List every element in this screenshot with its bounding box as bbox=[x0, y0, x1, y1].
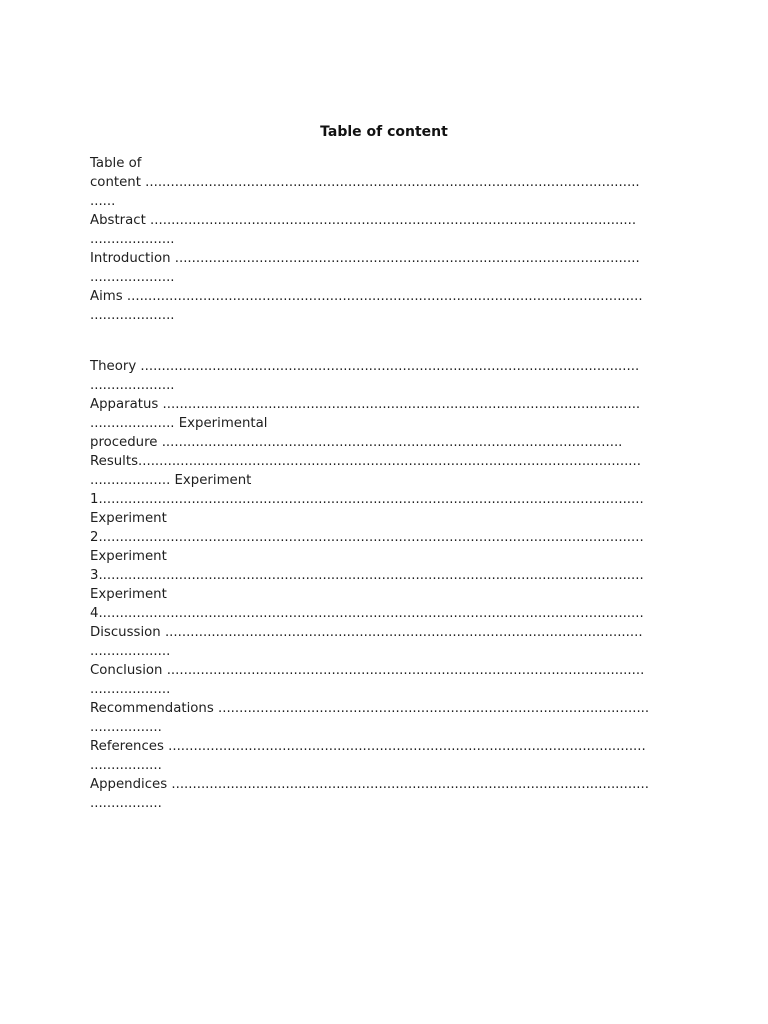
toc-line: ................... Experiment bbox=[90, 473, 252, 488]
toc-line: Results....................................................................................................................... bbox=[90, 454, 641, 469]
toc-line: Conclusion ................................................................................................................. bbox=[90, 663, 645, 678]
toc-line: ................. bbox=[90, 720, 162, 735]
toc-line: ................... bbox=[90, 644, 171, 659]
toc-line: 3................................................................................................................................. bbox=[90, 568, 644, 583]
toc-line: .................... bbox=[90, 308, 175, 323]
toc-line: Appendices ................................................................................................................. bbox=[90, 777, 649, 792]
toc-line: Experiment bbox=[90, 587, 167, 602]
toc-line: Introduction .............................................................................................................. bbox=[90, 251, 640, 266]
toc-line: Abstract ................................................................................................................... bbox=[90, 213, 637, 228]
toc-line: procedure ............................................................................................................. bbox=[90, 435, 623, 450]
toc-line: Aims .......................................................................................................................... bbox=[90, 289, 643, 304]
page-title: Table of content bbox=[320, 124, 448, 140]
toc-line: Experiment bbox=[90, 511, 167, 526]
toc-line: References ................................................................................................................. bbox=[90, 739, 646, 754]
toc-line: .................... bbox=[90, 232, 175, 247]
toc-line: .................... bbox=[90, 378, 175, 393]
toc-line: Theory ...................................................................................................................... bbox=[90, 359, 640, 374]
toc-line: 4................................................................................................................................. bbox=[90, 606, 644, 621]
toc-line: content ..................................................................................................................... bbox=[90, 175, 640, 190]
toc-line: Recommendations ...................................................................................................... bbox=[90, 701, 650, 716]
toc-line: ...... bbox=[90, 194, 116, 209]
toc-line: .................... Experimental bbox=[90, 416, 268, 431]
toc-line: ................... bbox=[90, 682, 171, 697]
toc-line: Discussion ................................................................................................................. bbox=[90, 625, 643, 640]
toc-line: Table of bbox=[90, 156, 142, 171]
toc-line: Experiment bbox=[90, 549, 167, 564]
toc-line: ................. bbox=[90, 758, 162, 773]
toc-line: ................. bbox=[90, 796, 162, 811]
toc-line: .................... bbox=[90, 270, 175, 285]
toc-line: Apparatus ................................................................................................................. bbox=[90, 397, 641, 412]
toc-line: 1................................................................................................................................. bbox=[90, 492, 644, 507]
toc-line: 2................................................................................................................................. bbox=[90, 530, 644, 545]
